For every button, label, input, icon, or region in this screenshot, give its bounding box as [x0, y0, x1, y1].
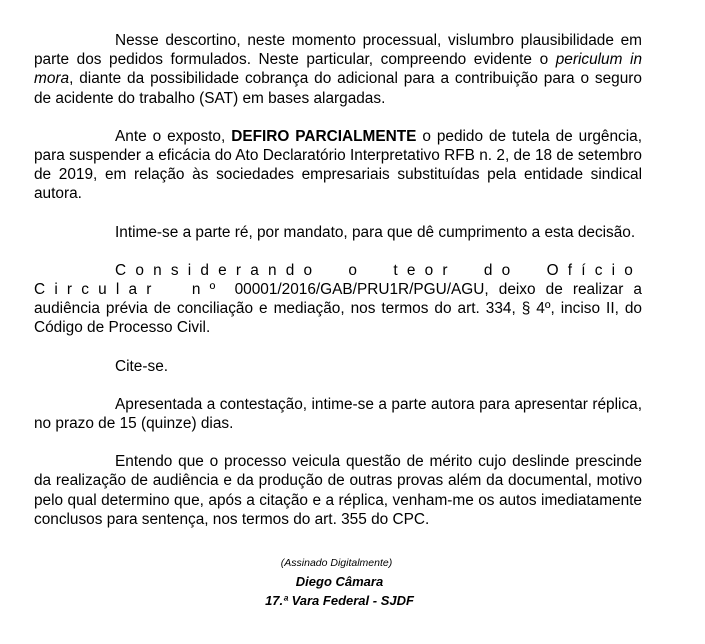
spaced-lead-text: Considerando o teor do Ofício Circular nº: [34, 261, 642, 299]
paragraph-judgment: [34, 452, 642, 529]
paragraph-text: Nesse descortino, neste momento processual, vislumbro plausibilidade em parte dos pedidos formulados. Neste particular, compreendo evidente o: [34, 32, 642, 69]
paragraph-text: o pedido de tutela de urgência, para suspender a eficácia do Ato Declaratório Interpretativo RFB n. 2, de 18 de setembro de 2019, em relação às sociedades empresariais substituídas pela entidade sindical autora.: [34, 127, 642, 203]
paragraph-text: 00001/2016/GAB/PRU1R/PGU/AGU, deixo de realizar a audiência prévia de conciliação e mediação, nos termos do art. 334, § 4º, inciso II, do Código de Processo Civil.: [34, 281, 642, 337]
document-body: [34, 31, 642, 548]
paragraph-replica: [34, 395, 642, 433]
paragraph-decision: [34, 127, 642, 204]
court-name: 17.ª Vara Federal - SJDF: [265, 593, 414, 608]
paragraph-text: Entendo que o processo veicula questão de mérito cujo deslinde prescinde da realização de audiência e da produção de outras provas além da documental, motivo pelo qual determino que, após a citação e a réplica, venham-me os autos imediatamente conclusos para sentença, nos termos do art. 355 do CPC.: [34, 453, 642, 528]
paragraph-text: Cite-se.: [115, 357, 169, 375]
signature-note: (Assinado Digitalmente): [280, 557, 393, 569]
paragraph-cite: [34, 357, 642, 376]
paragraph-text: , diante da possibilidade cobrança do adicional para a contribuição para o seguro de acidente do trabalho (SAT) em bases alargadas.: [34, 70, 642, 107]
italic-term: periculum in mora: [34, 51, 642, 88]
paragraph-text: Apresentada a contestação, intime-se a parte autora para apresentar réplica, no prazo de 15 (quinze) dias.: [34, 395, 642, 433]
bold-term: DEFIRO PARCIALMENTE: [231, 127, 417, 145]
signer-name: Diego Câmara: [295, 574, 384, 589]
paragraph-conciliation: [34, 261, 642, 338]
paragraph-summons-defendant: [34, 223, 642, 242]
paragraph-text: Intime-se a parte ré, por mandato, para que dê cumprimento a esta decisão.: [115, 223, 636, 241]
paragraph-text: Ante o exposto,: [115, 127, 232, 145]
paragraph-plausibility: [34, 31, 642, 108]
